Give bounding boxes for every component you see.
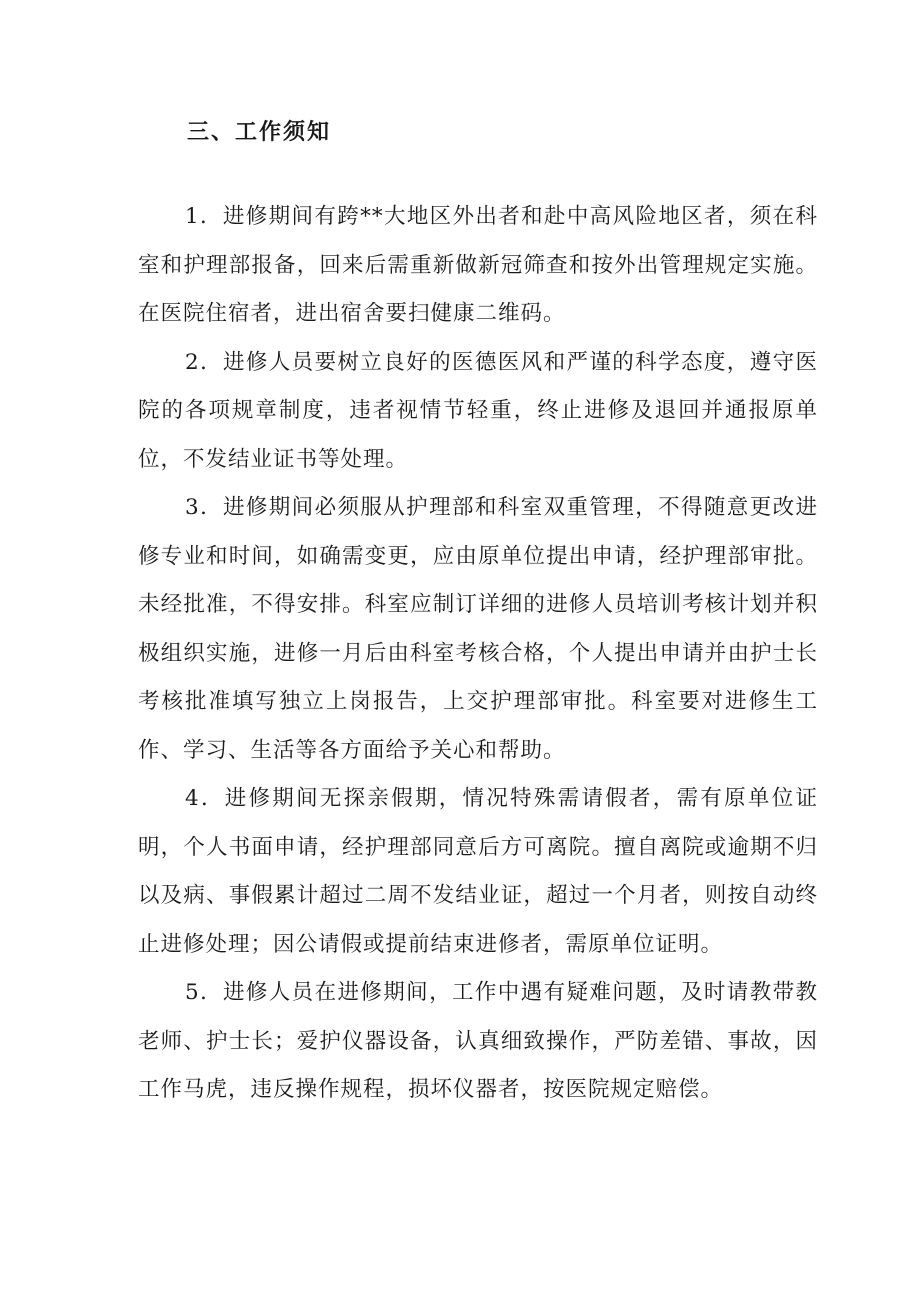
paragraph-item-2: 2．进修人员要树立良好的医德医风和严谨的科学态度，遵守医院的各项规章制度，违者视情节轻重，终止进修及退回并通报原单位，不发结业证书等处理。 (138, 349, 818, 472)
paragraph-item-1: 1．进修期间有跨**大地区外出者和赴中高风险地区者，须在科室和护理部报备，回来后需重新做新冠筛查和按外出管理规定实施。在医院住宿者，进出宿舍要扫健康二维码。 (138, 204, 818, 326)
section-body (138, 193, 818, 1115)
paragraph-item-4: 4．进修期间无探亲假期，情况特殊需请假者，需有原单位证明，个人书面申请，经护理部同意后方可离院。擅自离院或逾期不归以及病、事假累计超过二周不发结业证，超过一个月者，则按自动终止进修处理；因公请假或提前结束进修者，需原单位证明。 (138, 786, 818, 957)
paragraph-item-5: 5．进修人员在进修期间，工作中遇有疑难问题，及时请教带教老师、护士长；爱护仪器设备，认真细致操作，严防差错、事故，因工作马虎，违反操作规程，损坏仪器者，按医院规定赔偿。 (138, 980, 818, 1102)
paragraph-item-3: 3．进修期间必须服从护理部和科室双重管理，不得随意更改进修专业和时间，如确需变更，应由原单位提出申请，经护理部审批。未经批准，不得安排。科室应制订详细的进修人员培训考核计划并积极组织实施，进修一月后由科室考核合格，个人提出申请并由护士长考核批准填写独立上岗报告，上交护理部审批。科室要对进修生工作、学习、生活等各方面给予关心和帮助。 (138, 495, 818, 763)
section-heading: 三、工作须知 (187, 119, 332, 145)
